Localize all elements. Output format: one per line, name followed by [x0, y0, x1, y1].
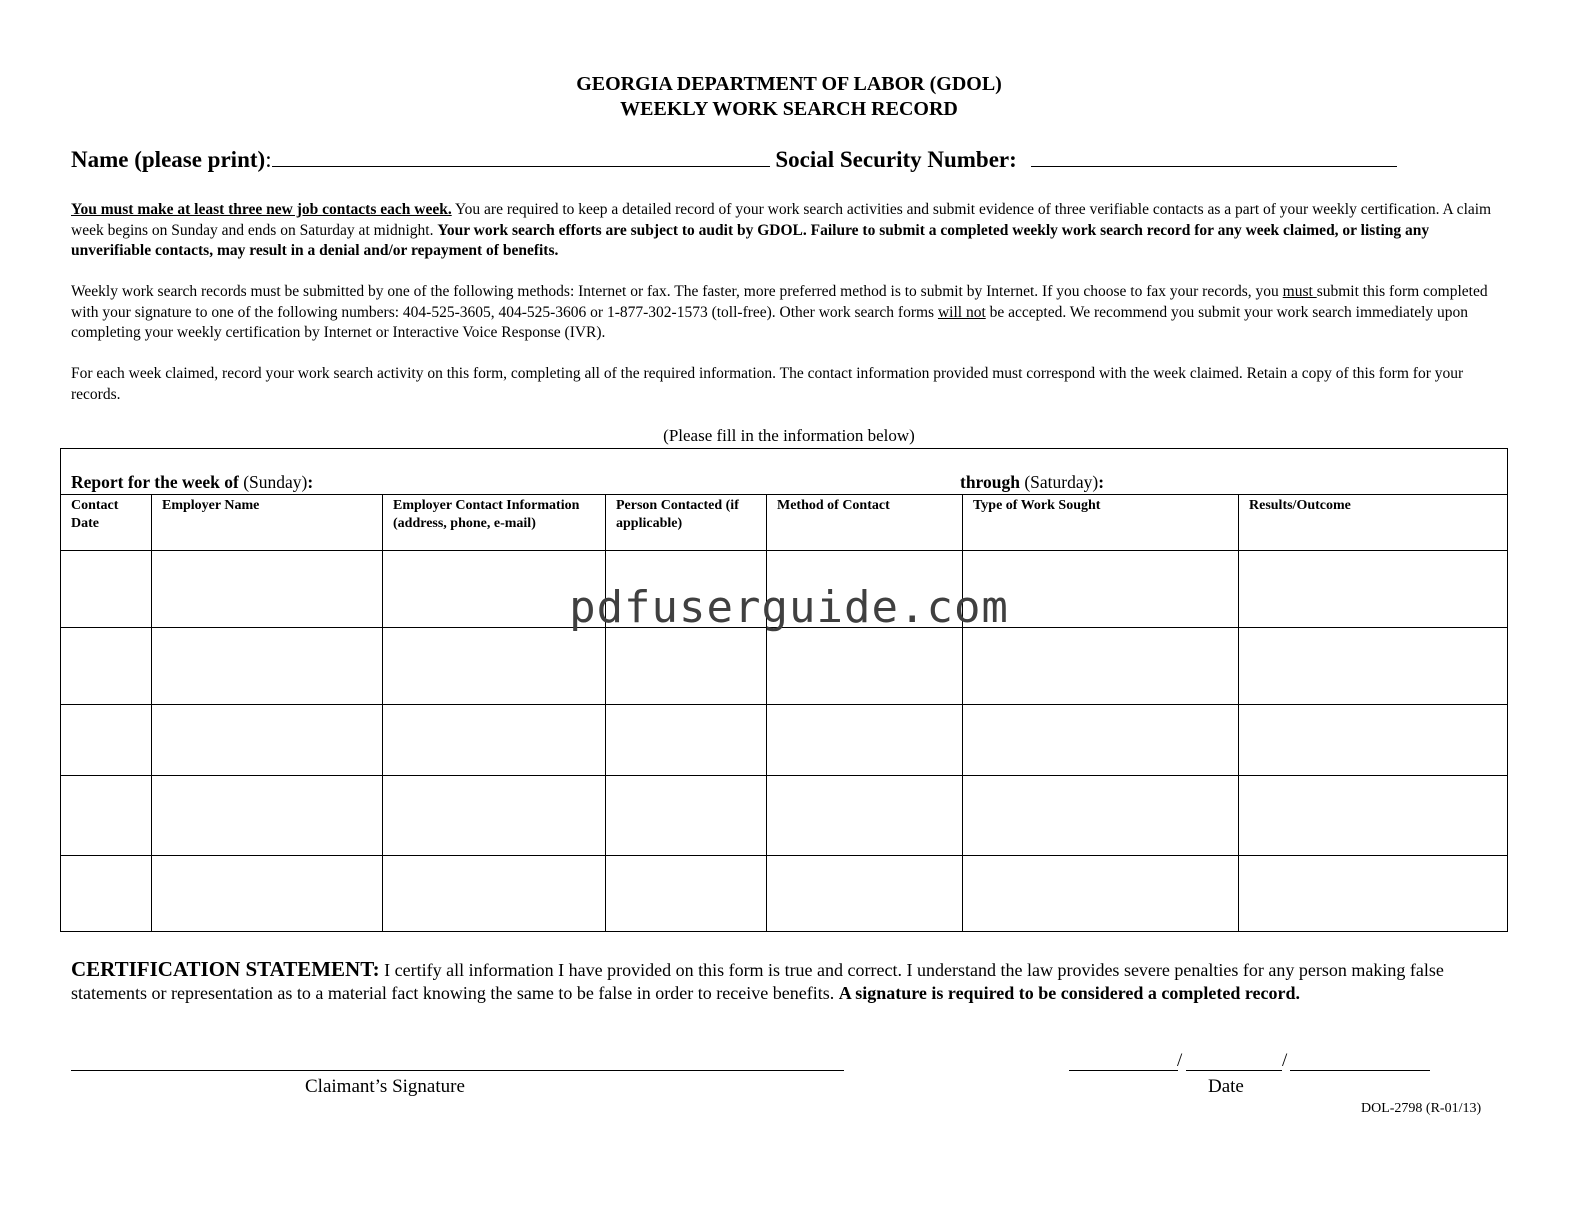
table-col-line — [151, 494, 152, 932]
table-cell-row2-col1[interactable] — [62, 629, 149, 702]
table-col-line — [382, 494, 383, 932]
table-cell-row4-col4[interactable] — [607, 777, 764, 853]
table-cell-row4-col6[interactable] — [964, 777, 1236, 853]
table-cell-row4-col7[interactable] — [1240, 777, 1506, 853]
signature-required-text: A signature is required to be considered a completed record. — [838, 983, 1301, 1003]
table-cell-row5-col6[interactable] — [964, 857, 1236, 930]
col-type-of-work: Type of Work Sought — [973, 498, 1101, 513]
ssn-field[interactable] — [1031, 146, 1397, 167]
table-cell-row4-col5[interactable] — [768, 777, 960, 853]
col-results-outcome: Results/Outcome — [1249, 498, 1351, 513]
claimant-signature-label: Claimant’s Signature — [305, 1076, 465, 1097]
date-year-field[interactable] — [1290, 1070, 1430, 1071]
fill-note: (Please fill in the information below) — [663, 426, 915, 445]
table-cell-row3-col5[interactable] — [768, 706, 960, 773]
table-header-bottom-line — [60, 550, 1508, 551]
table-cell-row2-col6[interactable] — [964, 629, 1236, 702]
week-colon: : — [307, 472, 314, 492]
table-col-line — [962, 494, 963, 932]
through-colon: : — [1098, 472, 1105, 492]
date-separator: / — [1177, 1050, 1183, 1071]
certification-text: I certify all information I have provided on this form is true and correct. I understand the law provides severe penalties for any person making false statements or representation as to a material fact knowing the same to be false in order to receive benefits. — [71, 960, 1444, 1003]
table-cell-row5-col7[interactable] — [1240, 857, 1506, 930]
table-cell-row2-col4[interactable] — [607, 629, 764, 702]
date-day-field[interactable] — [1186, 1070, 1282, 1071]
table-cell-row5-col1[interactable] — [62, 857, 149, 930]
fax-numbers-text: submit this form completed with your signature to one of the following numbers: 404-525-3605, 404-525-3606 or 1-877-302-1573 (toll-free). Other work search forms — [71, 283, 1488, 321]
requirement-text: You must make at least three new job contacts each week. — [71, 201, 452, 218]
week-row — [71, 472, 1501, 493]
table-cell-row4-col2[interactable] — [153, 777, 380, 853]
name-label: Name (please print) — [71, 147, 266, 172]
table-cell-row2-col7[interactable] — [1240, 629, 1506, 702]
table-cell-row5-col2[interactable] — [153, 857, 380, 930]
table-cell-row5-col4[interactable] — [607, 857, 764, 930]
col-contact-date: Contact Date — [71, 498, 119, 531]
date-label: Date — [1208, 1076, 1244, 1097]
date-separator: / — [1282, 1050, 1288, 1071]
watermark: pdfuserguide.com — [569, 582, 1009, 633]
instructions-paragraph-3: For each week claimed, record your work search activity on this form, completing all of the required information. The contact information provided must correspond with the week claimed. Retain a copy of this form for your records. — [71, 365, 1464, 403]
table-row-line — [60, 704, 1508, 705]
table-row-line — [60, 855, 1508, 856]
table-cell-row2-col5[interactable] — [768, 629, 960, 702]
table-cell-row3-col3[interactable] — [384, 706, 603, 773]
instructions-paragraph-1 — [71, 200, 1511, 262]
table-cell-row3-col4[interactable] — [607, 706, 764, 773]
table-cell-row3-col7[interactable] — [1240, 706, 1506, 773]
through-group — [960, 472, 1104, 493]
must-text: must — [1282, 283, 1317, 300]
date-month-field[interactable] — [1069, 1070, 1178, 1071]
table-col-line — [1238, 494, 1239, 932]
table-cell-row3-col2[interactable] — [153, 706, 380, 773]
col-method-of-contact: Method of Contact — [777, 498, 890, 513]
col-employer-contact-info: Employer Contact Information (address, phone, e-mail) — [393, 498, 580, 531]
table-cell-row4-col1[interactable] — [62, 777, 149, 853]
form-title: GEORGIA DEPARTMENT OF LABOR (GDOL) — [576, 73, 1002, 95]
certification-lead: CERTIFICATION STATEMENT: — [71, 957, 380, 981]
table-col-line — [766, 494, 767, 932]
name-ssn-line — [71, 146, 1531, 173]
week-label: Report for the week of — [71, 472, 244, 492]
col-person-contacted: Person Contacted (if applicable) — [616, 498, 739, 531]
table-cell-row2-col3[interactable] — [384, 629, 603, 702]
recommend-text: be accepted. We recommend you submit your work search immediately upon completing your weekly certification by Internet or Interactive Voice Response (IVR). — [71, 303, 1469, 341]
submit-methods-text: Weekly work search records must be submitted by one of the following methods: Internet or fax. The faster, more preferred method is to submit by Internet. If you choose to fax your records, you — [71, 283, 1283, 300]
table-cell-row3-col6[interactable] — [964, 706, 1236, 773]
table-col-line — [605, 494, 606, 932]
claimant-signature-field[interactable] — [71, 1070, 844, 1071]
table-cell-row4-col3[interactable] — [384, 777, 603, 853]
through-label: through — [960, 472, 1025, 492]
form-number: DOL-2798 (R-01/13) — [1361, 1101, 1482, 1116]
week-sunday-label: (Sunday) — [243, 472, 308, 492]
instructions-paragraph-2 — [71, 282, 1511, 344]
table-row-line — [60, 775, 1508, 776]
audit-warning: Your work search efforts are subject to audit by GDOL. Failure to submit a completed weekly work search record for any week claimed, or listing any unverifiable contacts, may result in a denial and/or repayment of benefits. — [71, 221, 1430, 259]
instruction-text: You are required to keep a detailed record of your work search activities and submit evidence of three verifiable contacts as a part of your weekly certification. A claim week begins on Sunday and ends on Saturday at midnight. — [71, 201, 1492, 239]
table-cell-row2-col2[interactable] — [153, 629, 380, 702]
name-colon: : — [265, 147, 272, 172]
through-saturday-label: (Saturday) — [1024, 472, 1099, 492]
table-cell-row5-col5[interactable] — [768, 857, 960, 930]
name-field[interactable] — [272, 146, 770, 167]
table-cell-row3-col1[interactable] — [62, 706, 149, 773]
col-employer-name: Employer Name — [162, 498, 260, 513]
table-header-top-line — [60, 494, 1508, 495]
table-cell-row5-col3[interactable] — [384, 857, 603, 930]
ssn-label: Social Security Number: — [775, 147, 1017, 172]
will-not-text: will not — [937, 303, 986, 321]
form-subtitle: WEEKLY WORK SEARCH RECORD — [620, 98, 958, 120]
certification-statement — [71, 958, 1511, 1005]
